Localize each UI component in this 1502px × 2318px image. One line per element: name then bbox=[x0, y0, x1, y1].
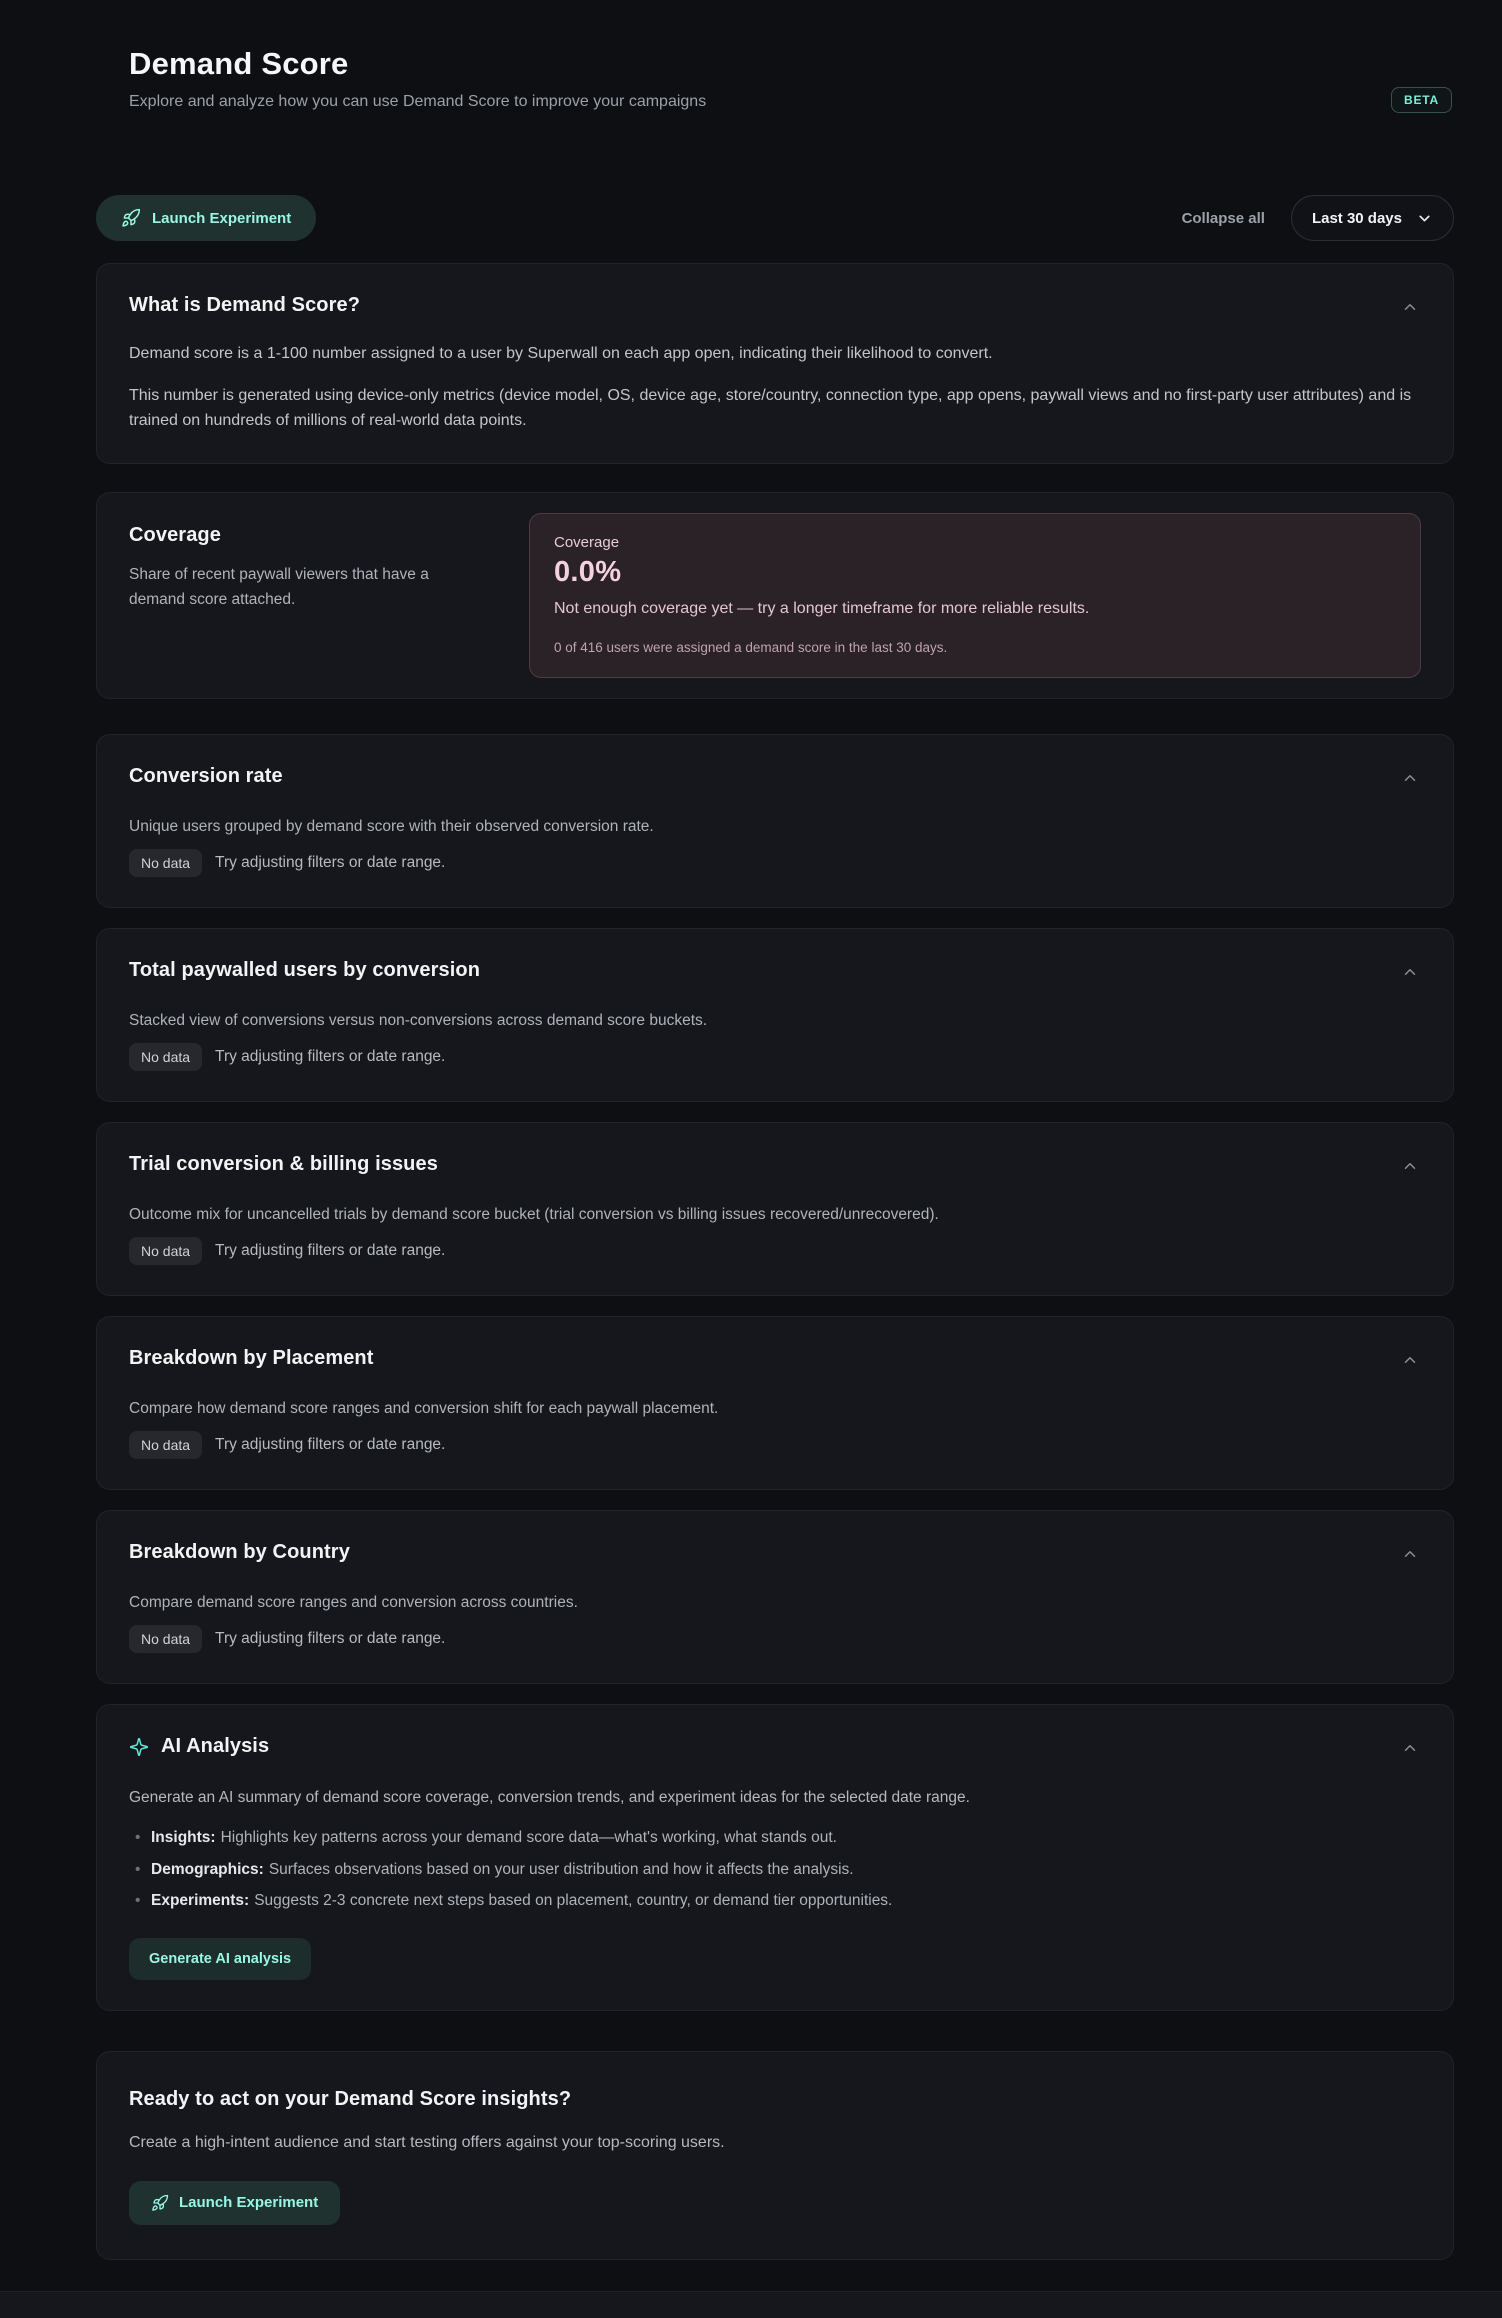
bullet-text: Highlights key patterns across your demand score data—what's working, what stands out. bbox=[220, 1829, 837, 1847]
card-title: Breakdown by Placement bbox=[129, 1347, 374, 1370]
card-breakdown-placement bbox=[96, 1316, 1454, 1490]
card-what-is-demand-score bbox=[96, 263, 1454, 464]
collapse-section-button[interactable] bbox=[1399, 961, 1421, 986]
cta-title: Ready to act on your Demand Score insights? bbox=[129, 2087, 572, 2110]
coverage-description: Share of recent paywall viewers that have a demand score attached. bbox=[129, 566, 429, 609]
rocket-icon bbox=[151, 2194, 169, 2212]
collapse-section-button[interactable] bbox=[1399, 767, 1421, 792]
ai-description: Generate an AI summary of demand score coverage, conversion trends, and experiment ideas for the selected date range. bbox=[129, 1789, 970, 1807]
no-data-badge: No data bbox=[129, 1043, 202, 1071]
card-description: Outcome mix for uncancelled trials by demand score bucket (trial conversion vs billing issues recovered/unrecovered). bbox=[129, 1206, 939, 1224]
card-description: Unique users grouped by demand score with their observed conversion rate. bbox=[129, 818, 654, 836]
bullet-label: Insights: bbox=[151, 1829, 216, 1847]
card-title: Breakdown by Country bbox=[129, 1541, 350, 1564]
date-range-value: Last 30 days bbox=[1311, 209, 1402, 227]
launch-experiment-button-bottom[interactable] bbox=[129, 2181, 340, 2225]
collapse-section-button[interactable] bbox=[1399, 296, 1421, 321]
cards-list bbox=[96, 263, 1454, 2260]
what-paragraph-2: This number is generated using device-only metrics (device model, OS, device age, store/country, connection type, app opens, paywall views and no first-party user attributes) and is trained on hundreds of millions of real-world data points. bbox=[129, 386, 1412, 429]
chevron-up-icon bbox=[1401, 1351, 1419, 1369]
card-title: Coverage bbox=[129, 524, 221, 547]
card-title: Total paywalled users by conversion bbox=[129, 959, 481, 982]
no-data-hint: Try adjusting filters or date range. bbox=[215, 1242, 446, 1260]
collapse-section-button[interactable] bbox=[1399, 1543, 1421, 1568]
toolbar bbox=[96, 195, 1454, 241]
chevron-down-icon bbox=[1416, 210, 1433, 227]
launch-experiment-button[interactable] bbox=[96, 195, 316, 241]
launch-experiment-label: Launch Experiment bbox=[179, 2194, 319, 2212]
coverage-message: Not enough coverage yet — try a longer timeframe for more reliable results. bbox=[554, 600, 1090, 618]
card-trial-conversion bbox=[96, 1122, 1454, 1296]
chevron-up-icon bbox=[1401, 769, 1419, 787]
bullet-label: Experiments: bbox=[151, 1892, 250, 1910]
card-cta bbox=[96, 2051, 1454, 2260]
ai-bullet-demographics bbox=[129, 1859, 1421, 1881]
card-description: Compare demand score ranges and conversion across countries. bbox=[129, 1594, 578, 1612]
bullet-text: Surfaces observations based on your user distribution and how it affects the analysis. bbox=[268, 1860, 854, 1878]
page-subtitle: Explore and analyze how you can use Demand Score to improve your campaigns bbox=[129, 93, 707, 110]
ai-bullet-insights bbox=[129, 1827, 1421, 1849]
card-ai-analysis bbox=[96, 1704, 1454, 2010]
bullet-label: Demographics: bbox=[151, 1860, 264, 1878]
collapse-section-button[interactable] bbox=[1399, 1737, 1421, 1762]
what-paragraph-1: Demand score is a 1-100 number assigned to a user by Superwall on each app open, indicating their likelihood to convert. bbox=[129, 345, 993, 362]
no-data-badge: No data bbox=[129, 849, 202, 877]
collapse-all-button[interactable]: Collapse all bbox=[1181, 209, 1265, 227]
page-bottom-divider bbox=[0, 2291, 1502, 2318]
collapse-section-button[interactable] bbox=[1399, 1349, 1421, 1374]
coverage-status-panel bbox=[529, 513, 1421, 678]
sparkle-icon bbox=[129, 1737, 149, 1757]
coverage-left-column bbox=[129, 513, 489, 678]
rocket-icon bbox=[121, 208, 141, 228]
no-data-badge: No data bbox=[129, 1431, 202, 1459]
coverage-panel-label: Coverage bbox=[554, 534, 620, 552]
card-title: What is Demand Score? bbox=[129, 294, 361, 316]
no-data-hint: Try adjusting filters or date range. bbox=[215, 1630, 446, 1648]
collapse-section-button[interactable] bbox=[1399, 1155, 1421, 1180]
card-conversion-rate bbox=[96, 734, 1454, 908]
generate-ai-analysis-button[interactable]: Generate AI analysis bbox=[129, 1938, 311, 1980]
page-header bbox=[96, 46, 1454, 111]
cta-description: Create a high-intent audience and start testing offers against your top-scoring users. bbox=[129, 2133, 725, 2151]
card-description: Compare how demand score ranges and conversion shift for each paywall placement. bbox=[129, 1400, 719, 1418]
card-total-paywalled-users bbox=[96, 928, 1454, 1102]
card-breakdown-country bbox=[96, 1510, 1454, 1684]
date-range-select[interactable] bbox=[1291, 195, 1454, 241]
chevron-up-icon bbox=[1401, 298, 1419, 316]
card-title: Trial conversion & billing issues bbox=[129, 1153, 438, 1176]
launch-experiment-label: Launch Experiment bbox=[152, 209, 292, 227]
no-data-hint: Try adjusting filters or date range. bbox=[215, 854, 446, 872]
ai-bullet-experiments bbox=[129, 1890, 1421, 1912]
beta-badge: BETA bbox=[1391, 87, 1452, 113]
chevron-up-icon bbox=[1401, 1157, 1419, 1175]
card-description: Stacked view of conversions versus non-conversions across demand score buckets. bbox=[129, 1012, 708, 1030]
ai-bullet-list bbox=[129, 1827, 1421, 1912]
no-data-badge: No data bbox=[129, 1237, 202, 1265]
chevron-up-icon bbox=[1401, 1545, 1419, 1563]
chevron-up-icon bbox=[1401, 963, 1419, 981]
page-container bbox=[96, 0, 1454, 2260]
card-coverage bbox=[96, 492, 1454, 699]
toolbar-right bbox=[1182, 195, 1454, 241]
card-title: Conversion rate bbox=[129, 765, 283, 788]
bullet-text: Suggests 2-3 concrete next steps based on placement, country, or demand tier opportunities. bbox=[254, 1892, 893, 1910]
coverage-footnote: 0 of 416 users were assigned a demand score in the last 30 days. bbox=[554, 640, 948, 656]
chevron-up-icon bbox=[1401, 1739, 1419, 1757]
card-title: AI Analysis bbox=[161, 1735, 270, 1758]
no-data-badge: No data bbox=[129, 1625, 202, 1653]
no-data-hint: Try adjusting filters or date range. bbox=[215, 1436, 446, 1454]
page-title: Demand Score bbox=[129, 46, 349, 81]
coverage-value: 0.0% bbox=[554, 556, 622, 589]
no-data-hint: Try adjusting filters or date range. bbox=[215, 1048, 446, 1066]
